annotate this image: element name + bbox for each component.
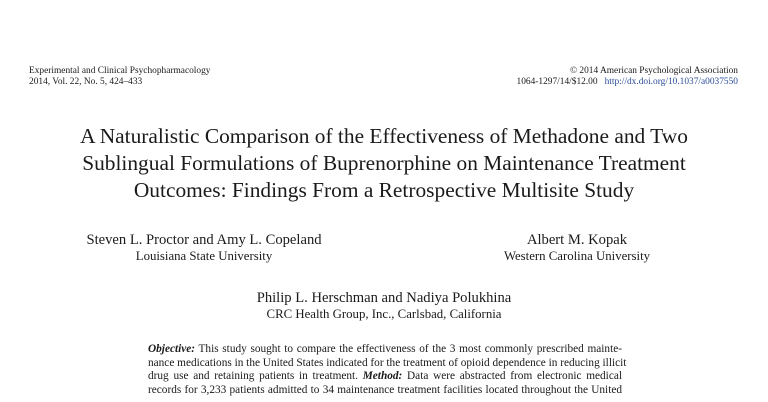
abstract <box>148 343 627 397</box>
copyright-header <box>517 66 738 88</box>
abstract-text: Data were abstracted from electronic medical <box>402 370 622 383</box>
author-affiliation: CRC Health Group, Inc., Carlsbad, California <box>266 307 502 321</box>
objective-label: Objective: <box>148 343 196 355</box>
journal-name: Experimental and Clinical Psychopharmacology <box>29 66 211 76</box>
paper-title <box>0 123 768 204</box>
journal-issue: 2014, Vol. 22, No. 5, 424–433 <box>29 77 143 87</box>
abstract-line: records for 3,233 patients admitted to 34 maintenance treatment facilities located throughout the United <box>148 383 622 396</box>
author-names: Philip L. Herschman and Nadiya Polukhina <box>256 290 512 306</box>
price-code: 1064-1297/14/$12.00 <box>516 77 598 87</box>
abstract-text: This study sought to compare the effectiveness of the 3 most commonly prescribed mainte- <box>195 343 622 355</box>
method-label: Method: <box>362 370 403 383</box>
author-names: Albert M. Kopak <box>526 232 628 248</box>
abstract-line <box>148 370 622 384</box>
doi-line <box>517 77 738 88</box>
title-line: Outcomes: Findings From a Retrospective Multisite Study <box>133 178 635 202</box>
abstract-line: nance medications in the United States indicated for the treatment of opioid dependence in reducing illicit <box>148 356 627 369</box>
author-affiliation: Louisiana State University <box>135 249 273 263</box>
doi-link[interactable]: http://dx.doi.org/10.1037/a0037550 <box>604 77 738 87</box>
author-group <box>64 232 344 264</box>
copyright-notice: © 2014 American Psychological Association <box>569 66 738 76</box>
title-line: A Naturalistic Comparison of the Effectiveness of Methadone and Two <box>80 124 688 148</box>
abstract-text: drug use and retaining patients in treatment. <box>148 370 363 383</box>
author-group <box>492 232 662 264</box>
author-names: Steven L. Proctor and Amy L. Copeland <box>86 232 322 248</box>
author-group <box>200 290 568 322</box>
title-line: Sublingual Formulations of Buprenorphine on Maintenance Treatment <box>82 151 686 175</box>
abstract-line <box>148 343 622 357</box>
journal-header <box>29 66 210 88</box>
author-affiliation: Western Carolina University <box>503 249 651 263</box>
